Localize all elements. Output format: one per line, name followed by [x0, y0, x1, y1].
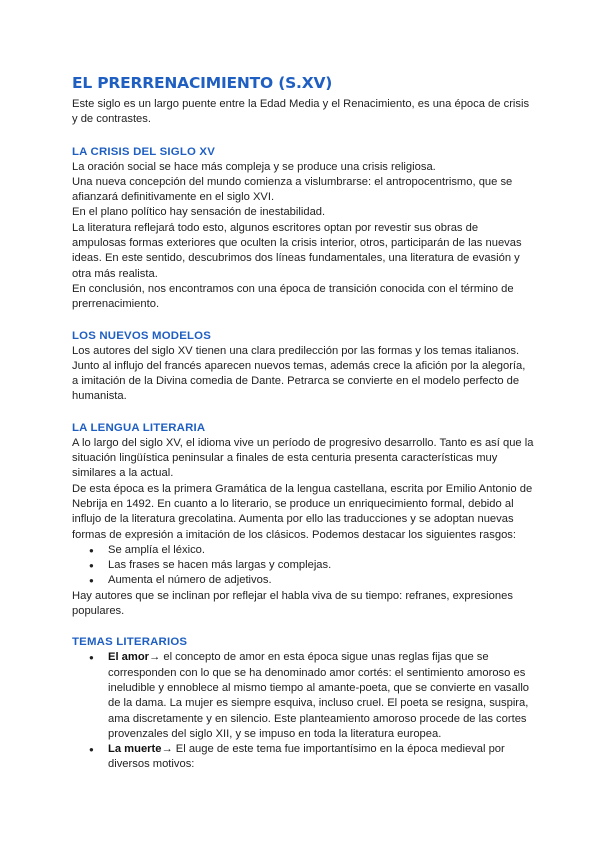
- list-item: ● Se amplía el léxico.: [72, 543, 534, 558]
- intro-paragraph: Este siglo es un largo puente entre la Edad Media y el Renacimiento, es una época de crisis y de contrastes.: [72, 98, 530, 126]
- list-item: ● Aumenta el número de adjetivos.: [72, 573, 534, 588]
- rasgos-list: [72, 543, 534, 589]
- paragraph: La oración social se hace más compleja y se produce una crisis religiosa.: [72, 160, 436, 173]
- section-heading-crisis: LA CRISIS DEL SIGLO XV: [72, 145, 216, 158]
- topic-item-amor: [72, 650, 534, 742]
- topic-text: → El auge de este tema fue importantísimo en la época medieval por diversos motivos:: [108, 743, 505, 771]
- paragraph: De esta época es la primera Gramática de la lengua castellana, escrita por Emilio Antonio de Nebrija en 1492. En cuanto a lo literario, se produce un enriquecimiento formal, debido al influjo de la literatura grecolatina. Aumenta por ello las traducciones y se adoptan nuevas formas de expresión a imitación de los clásicos. Podemos destacar los siguientes rasgos:: [72, 482, 533, 541]
- paragraph: Una nueva concepción del mundo comienza a vislumbrarse: el antropocentrismo, que se afianzará definitivamente en el siglo XVI.: [72, 175, 513, 204]
- topic-text: → el concepto de amor en esta época sigue unas reglas fijas que se corresponden con lo que se ha denominado amor cortés: el sentimiento amoroso es ineludible y ennoblece al mismo tiempo al amante-poeta, que se convierte en vasallo de la dama. La mujer es siempre esquiva, incluso cruel. El poeta se resigna, suspira, ama discretamente y en silencio. Este planteamiento amoroso procede de las cortes provenzales del siglo XII, y se impuso en toda la literatura europea.: [108, 651, 530, 740]
- topic-item-muerte: [72, 742, 534, 773]
- list-item: ● Las frases se hacen más largas y complejas.: [72, 558, 534, 573]
- document-body: [72, 74, 534, 773]
- paragraph: En el plano político hay sensación de inestabilidad.: [72, 206, 326, 219]
- section-heading-temas: TEMAS LITERARIOS: [72, 636, 188, 649]
- topic-term: La muerte: [108, 743, 162, 756]
- paragraph: Los autores del siglo XV tienen una clara predilección por las formas y los temas italianos. Junto al influjo del francés aparecen nuevos temas, además crece la afición por la alegoría, a imitación de la Divina comedia de Dante. Petrarca se convierte en el modelo perfecto de humanista.: [72, 344, 526, 403]
- topic-term: El amor: [108, 651, 150, 664]
- paragraph: Hay autores que se inclinan por reflejar el habla viva de su tiempo: refranes, expresiones populares.: [72, 589, 513, 618]
- paragraph: A lo largo del siglo XV, el idioma vive un período de progresivo desarrollo. Tanto es así que la situación lingüística peninsular a finales de esta centuria presenta características muy similares a la actual.: [72, 436, 534, 480]
- section-heading-lengua: LA LENGUA LITERARIA: [72, 421, 206, 434]
- paragraph: La literatura reflejará todo esto, algunos escritores optan por revestir sus obras de ampulosas formas exteriores que oculten la crisis interior, otros, participarán de las nuevas ideas. En este sentido, descubrimos dos líneas fundamentales, una literatura de evasión y otra más realista.: [72, 221, 522, 280]
- topics-list: [72, 650, 534, 772]
- paragraph: En conclusión, nos encontramos con una época de transición conocida con el término de prerrenacimiento.: [72, 282, 514, 311]
- document-title: EL PRERRENACIMIENTO (S.XV): [72, 74, 333, 92]
- section-heading-modelos: LOS NUEVOS MODELOS: [72, 329, 212, 342]
